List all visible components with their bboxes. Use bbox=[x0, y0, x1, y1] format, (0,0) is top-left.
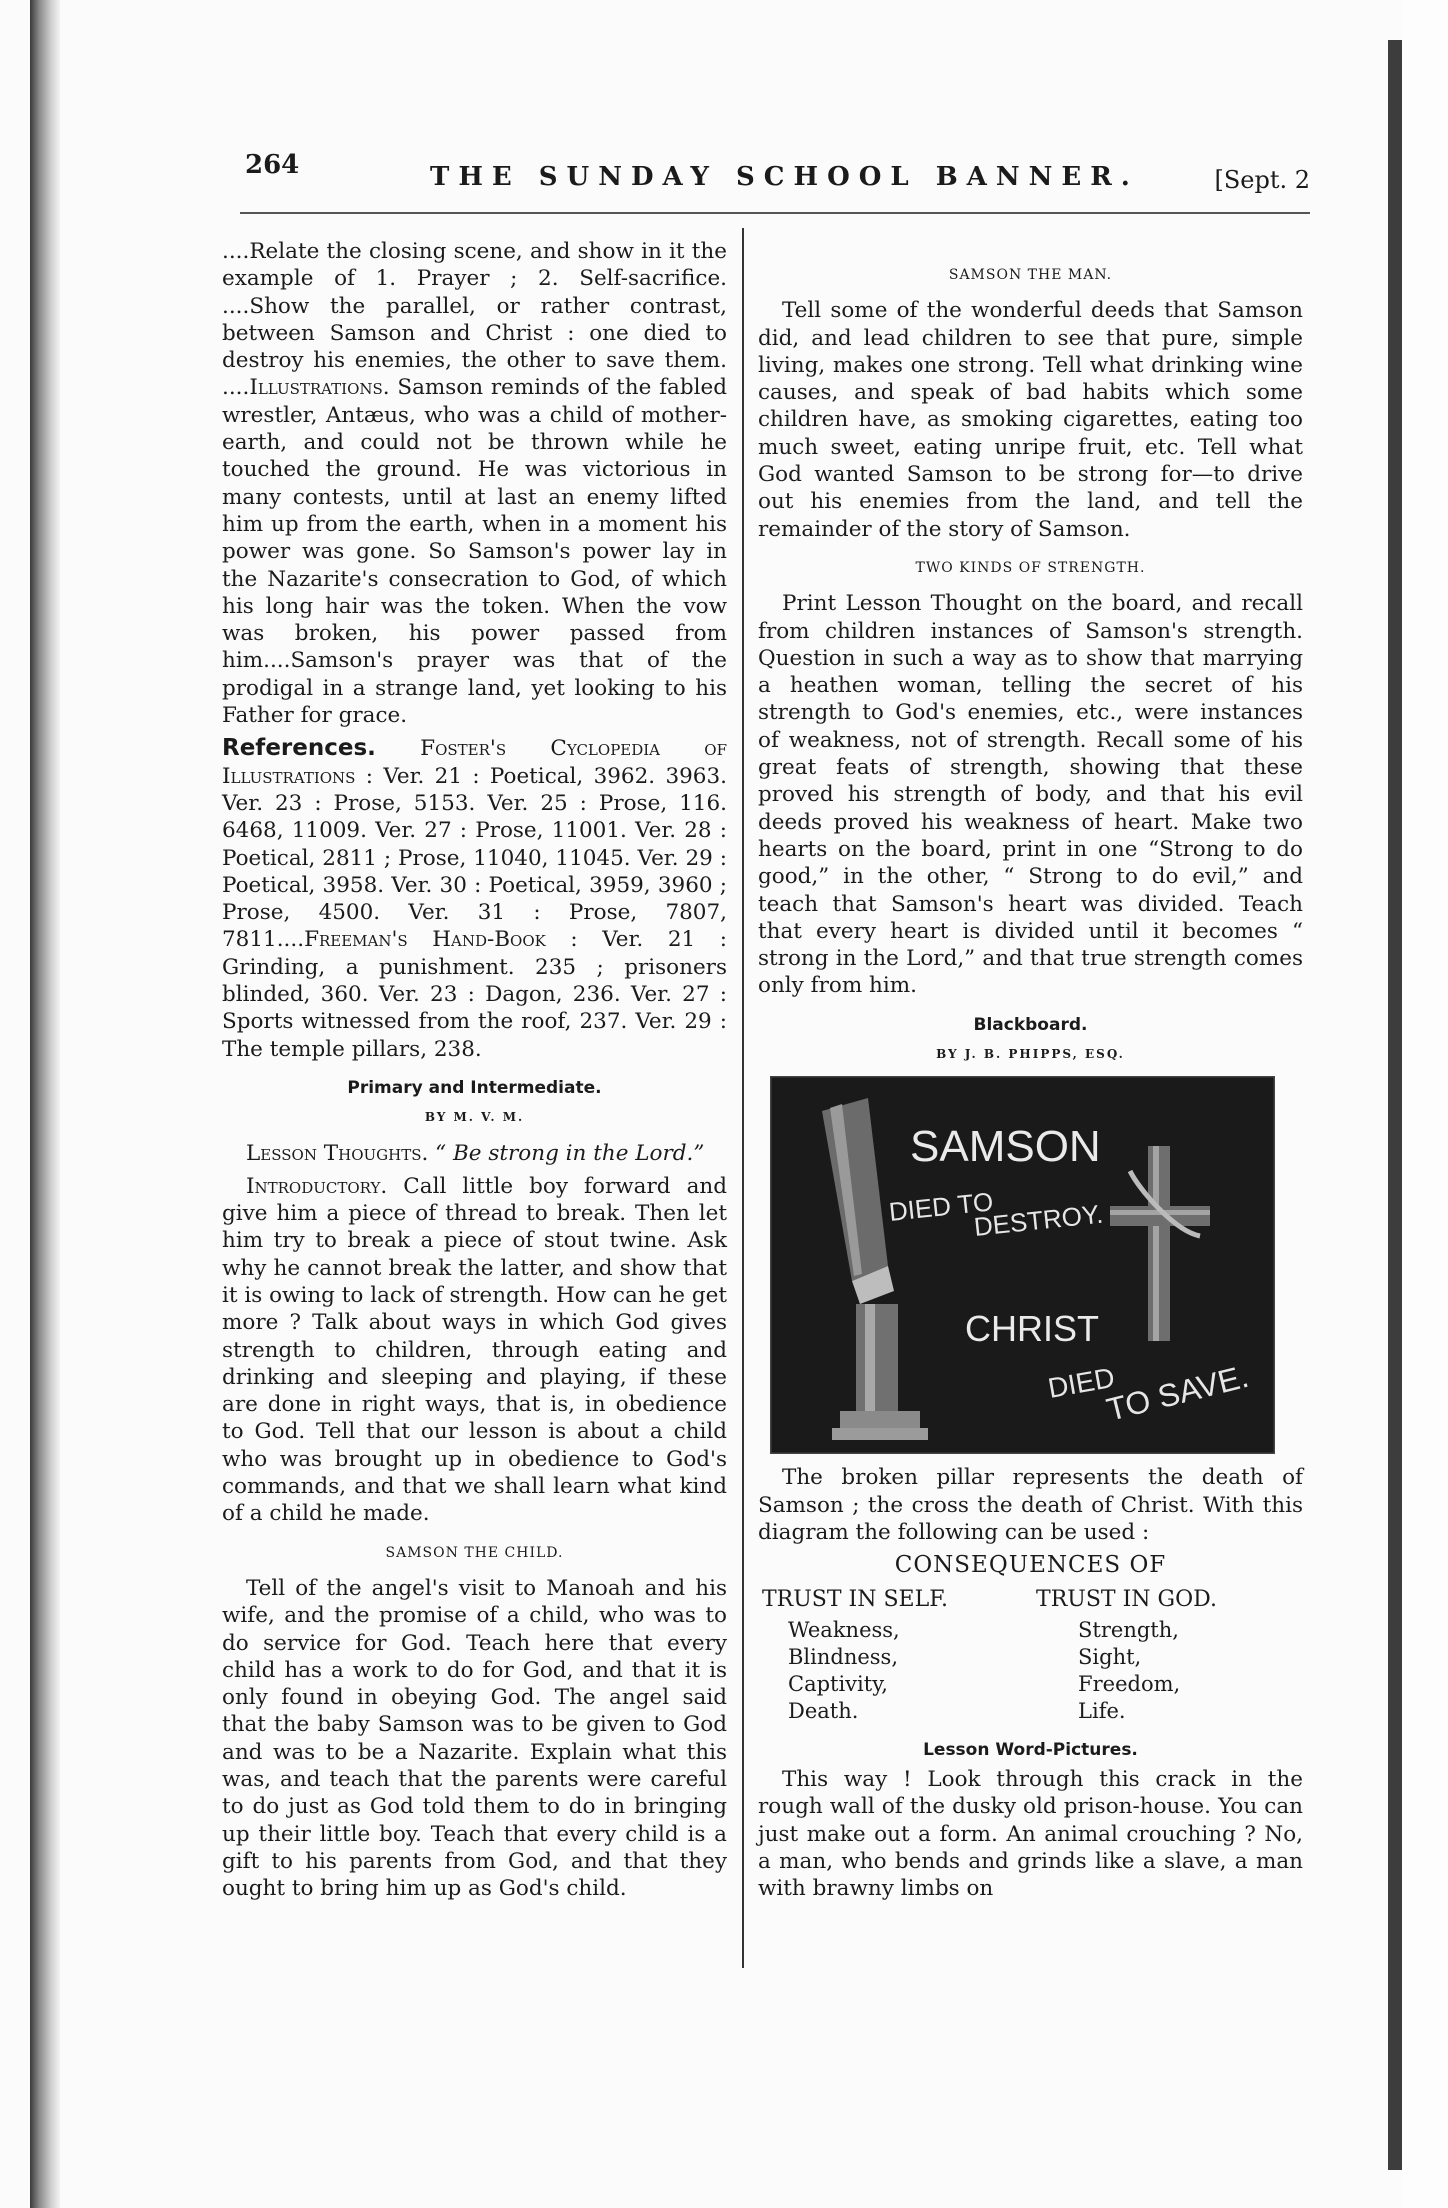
list-item: Sight, bbox=[1078, 1644, 1142, 1669]
closing-scene-paragraph bbox=[222, 238, 727, 729]
list-item: Blindness, bbox=[788, 1644, 899, 1669]
trust-in-god-heading: TRUST IN GOD. bbox=[1036, 1586, 1217, 1612]
illustrations-text: Samson reminds of the fabled wrestler, Antæus, who was a child of mother-earth, and could not be thrown while he touched the ground. He was victorious in many contests, until at last an enemy lifted him up from the earth, when in a moment his power was gone. So Samson's power lay in the Nazarite's consecration to God, of which his long hair was the token. When the vow was broken, his power passed from him....Samson's prayer was that of the prodigal in a strange land, yet looking to his Father for grace. bbox=[222, 375, 727, 729]
samson-the-man-heading: SAMSON THE MAN. bbox=[948, 267, 1113, 283]
fosters-cyclopedia-title: Foster's Cyclopedia of Illustrations : bbox=[222, 736, 727, 789]
two-kinds-strength-text: Print Lesson Thought on the board, and recall from children instances of Samson's strength. Question in such a way as to show that marrying a heathen woman, telling the secret of his strength to God's enemies, etc., were instances of weakness, not of strength. Recall some of his great feats of strength, showing that these proved his strength of body, and that his evil deeds proved his weakness of heart. Make two hearts on the board, print in one “Strong to do good,” in the other, “ Strong to do evil,” and teach that Samson's heart was divided. Teach that every heart is divided until it becomes “ strong in the Lord,” and that true strength comes only from him. bbox=[758, 591, 1303, 999]
page-binding-shadow bbox=[30, 0, 60, 2208]
samson-the-child-text: Tell of the angel's visit to Manoah and his wife, and the promise of a child, who was to do service for God. Teach here that every child has a work to do for God, and that it is only found in obeying God. The angel said that the baby Samson was to be given to God and was to be a Nazarite. Explain what this was, and teach that the parents were careful to do just as God told them to do in bringing up their little boy. Teach that every child is a gift to his parents from God, and that they ought to bring him up as God's child. bbox=[222, 1575, 727, 1902]
references-label: References. bbox=[222, 735, 376, 762]
illustrations-label: Illustrations. bbox=[249, 375, 390, 401]
primary-intermediate-heading: Primary and Intermediate. bbox=[347, 1077, 602, 1098]
lesson-thoughts-paragraph bbox=[222, 1140, 727, 1167]
left-column bbox=[222, 238, 727, 1909]
list-item: Life. bbox=[1078, 1698, 1126, 1723]
list-item: Freedom, bbox=[1078, 1671, 1181, 1696]
page-right-edge bbox=[1388, 40, 1402, 2170]
trust-in-self-column bbox=[762, 1586, 1015, 1725]
bb-died: DIED bbox=[1045, 1362, 1117, 1405]
bb-samson: SAMSON bbox=[910, 1122, 1101, 1172]
trust-in-god-list bbox=[1036, 1617, 1289, 1725]
word-pictures-text: This way ! Look through this crack in the rough wall of the dusky old prison-house. You can just make out a form. An animal crouching ? No, a man, who bends and grinds like a slave, a man with brawny limbs on bbox=[758, 1767, 1303, 1902]
samson-the-man-text: Tell some of the wonderful deeds that Samson did, and lead children to see that pure, simple living, makes one strong. Tell what drinking wine causes, and speak of bad habits which some children have, as smoking cigarettes, eating too much sweet, eating unripe fruit, etc. Tell what God wanted Samson to be strong for—to drive out his enemies from the land, and tell the remainder of the story of Samson. bbox=[758, 298, 1303, 542]
introductory-paragraph bbox=[222, 1173, 727, 1528]
bb-to-save: TO SAVE. bbox=[1102, 1358, 1253, 1429]
right-column bbox=[758, 262, 1303, 1909]
trust-in-self-list bbox=[762, 1617, 1015, 1725]
page-right-margin bbox=[1402, 0, 1448, 2208]
list-item: Death. bbox=[788, 1698, 859, 1723]
consequences-heading: CONSEQUENCES OF bbox=[894, 1552, 1167, 1579]
list-item: Weakness, bbox=[788, 1617, 900, 1642]
blackboard-byline: BY J. B. PHIPPS, ESQ. bbox=[936, 1047, 1125, 1062]
closing-scene-text: ....Relate the closing scene, and show in it the example of 1. Prayer ; 2. Self-sacrifice. ....Show the parallel, or rather contrast, between Samson and Christ : one died to destroy his enemies, the other to save them. .... bbox=[222, 239, 727, 401]
introductory-text: Call little boy forward and give him a piece of thread to break. Then let him try to break a piece of stout twine. Ask why he cannot break the latter, and show that it is owing to lack of strength. How can he get more ? Talk about ways in which God gives strength to children, through eating and drinking and sleeping and playing, if these are done in right ways, that is, in obedience to God. Tell that our lesson is about a child who was brought up in obedience to God's commands, and that we shall learn what kind of a child he made. bbox=[222, 1173, 727, 1527]
references-paragraph bbox=[222, 735, 727, 1063]
lesson-thoughts-label: Lesson Thoughts. bbox=[246, 1140, 429, 1166]
issue-date: [Sept. 2 bbox=[1214, 166, 1310, 194]
list-item: Strength, bbox=[1078, 1617, 1179, 1642]
samson-the-child-heading: SAMSON THE CHILD. bbox=[385, 1544, 564, 1561]
bb-destroy: DESTROY. bbox=[972, 1198, 1105, 1243]
word-pictures-heading: Lesson Word-Pictures. bbox=[923, 1739, 1138, 1760]
freemans-references: Ver. 21 : Grinding, a punishment. 235 ; prisoners blinded, 360. Ver. 23 : Dagon, 236. Ver. 27 : Sports witnessed from the roof, 237. Ver. 29 : The temple pillars, 238. bbox=[222, 927, 727, 1062]
list-item: Captivity, bbox=[788, 1671, 888, 1696]
running-header bbox=[245, 150, 1310, 210]
blackboard-svg bbox=[770, 1076, 1275, 1454]
trust-in-god-column bbox=[1036, 1586, 1289, 1725]
primary-byline: BY M. V. M. bbox=[424, 1110, 525, 1125]
lesson-thoughts-text: “ Be strong in the Lord.” bbox=[435, 1140, 705, 1166]
blackboard-illustration bbox=[770, 1076, 1303, 1454]
fosters-references: Ver. 21 : Poetical, 3962. 3963. Ver. 23 : Prose, 5153. Ver. 25 : Prose, 116. 6468, 11009. Ver. 27 : Prose, 11001. Ver. 28 : Poetical, 2811 ; Prose, 11040, 11045. Ver. 29 : Poetical, 3958. Ver. 30 : Poetical, 3959, 3960 ; Prose, 4500. Ver. 31 : Prose, 7807, 7811.... bbox=[222, 763, 727, 953]
blackboard-heading: Blackboard. bbox=[973, 1014, 1088, 1035]
blackboard-caption: The broken pillar represents the death of Samson ; the cross the death of Christ. With this diagram the following can be used : bbox=[758, 1465, 1303, 1545]
bb-died-to: DIED TO bbox=[887, 1186, 995, 1228]
header-rule bbox=[240, 212, 1310, 214]
two-kinds-strength-heading: TWO KINDS OF STRENGTH. bbox=[915, 559, 1146, 576]
freemans-handbook-title: Freeman's Hand-Book : bbox=[304, 927, 578, 953]
page-number: 264 bbox=[245, 150, 300, 180]
trust-in-self-heading: TRUST IN SELF. bbox=[762, 1586, 949, 1612]
bb-christ: CHRIST bbox=[965, 1308, 1099, 1350]
column-divider bbox=[742, 228, 744, 1968]
introductory-label: Introductory. bbox=[246, 1173, 388, 1199]
publication-title: THE SUNDAY SCHOOL BANNER. bbox=[430, 162, 1139, 192]
consequences-table bbox=[758, 1586, 1303, 1725]
